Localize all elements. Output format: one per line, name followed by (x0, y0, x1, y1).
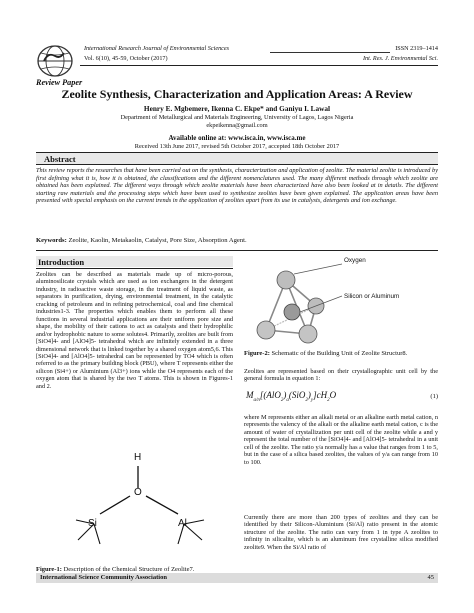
figure1-caption (36, 566, 233, 573)
keywords-line (36, 237, 247, 244)
abstract-text: This review reports the researches that have been carried out on the synthesis, characterization and application of zeolite. The material zeolite is introduced by first defining what it is, how it is obtained, the classifications and the different nomenclatures used. The many different methods through which zeolite are obtained has been explained. The different ways through which zeolite materials have been characterized have also been looked at in details. The different starting raw materials and the processing steps which have been used to synthesize zeolites have been given explained. The application areas have been presented with special emphasis on the current trends in the application of zeolites apart from its use in catalysts, detergents and ion exchange. (36, 167, 438, 205)
section-label: Review Paper (36, 78, 83, 87)
journal-logo (36, 44, 74, 78)
atom-si: Si (88, 518, 97, 529)
abstract-heading-rule (36, 164, 438, 165)
abstract-bottom-rule (36, 250, 438, 251)
figure2-caption-label: Figure-2: (244, 350, 270, 357)
figure1-caption-label: Figure-1: (36, 566, 62, 573)
footer-org: International Science Community Association (40, 574, 167, 581)
figure2-caption (244, 350, 438, 357)
figure2-caption-text: Schematic of the Building Unit of Zeolite Structur8. (271, 350, 408, 357)
issn: ISSN 2319–1414 (395, 45, 438, 52)
journal-abbrev: Int. Res. J. Environmental Sci. (362, 55, 438, 62)
figure2-diagram (246, 262, 446, 344)
figure1-caption-text: Description of the Chemical Structure of Zeolite7. (63, 566, 195, 573)
received-dates: Received 13th June 2017, revised 5th October 2017, accepted 18th October 2017 (134, 143, 340, 150)
keywords: Zeolite, Kaolin, Metakaolin, Catalyst, Pore Size, Absorption Agent. (68, 237, 247, 244)
abstract-heading-bar (36, 153, 438, 164)
email: ekpeikenna@gmail.com (206, 122, 268, 129)
intro-paragraph: Zeolites can be described as materials made up of micro-porous, aluminosilicate crystals which are used as ion exchangers in the detergent industry, in radioactive waste storage, in the treatment of liquid waste, as separators in purification, drying, environmental treatment, in the catalytic cracking of petroleum and in refining petrochemical, coal and fine chemical industries1-3. The properties which enables them to perform all these functions in several industrial applications are their uniform pore size and shape, the mobility of their cations to act as catalysts and their hydrophilic and/or hydrophobic nature to some solutes4. Primarily, zeolites are built from [SiO4]4- and [AlO4]5- tetrahedral which are infinitely extended in a three dimensional network that is linked together by a shared oxygen atom5,6. This [SiO4]4- and [AlO4]5- tetrahedral can be represented by TO4 which is often referred to as the primary building block (PBU), where T represents either the silicon (Si4+) or Aluminium (Al3+) ions while the O4 represents each of the oxygen atom that is shared by the two T atoms. This is shown in Figures-1 and 2. (36, 271, 233, 390)
volume-line: Vol. 6(10), 45-59, October (2017) (84, 55, 168, 62)
affiliation: Department of Metallurgical and Materials Engineering, University of Lagos, Lagos Nigeria (120, 114, 354, 121)
figure1-diagram (70, 452, 210, 550)
header-underline (270, 52, 390, 53)
intro-heading-rule (36, 268, 233, 269)
formula-explanation: where M represents either an alkali metal or an alkaline earth metal cation, n represents the valency of the alkali or the alkaline earth metal cation, c is the amount of water of crystallization per unit cell of the zeolite while a and y represent the total number of the [SiO4]4- and [AlO4]5- tetrahedral in a unit cell of the zeolite. The ratio y/a normally has a value that ranges from 1 to 5, but in the case of a silica based zeolites, the values of y/a can range from 10 to 100. (244, 414, 438, 466)
zeolite-formula: $M_{a/n}[(AlO_2)_a(SiO_2)_y]cH_2O$ (246, 390, 337, 403)
intro-heading: Introduction (38, 257, 85, 267)
journal-name: International Research Journal of Environmental Sciences (84, 45, 230, 52)
page-number: 45 (427, 574, 434, 581)
figure2-label-oxygen: Oxygen (344, 257, 366, 264)
available-online: Available online at: www.isca.in, www.isca.me (168, 134, 306, 142)
keywords-label: Keywords: (36, 237, 67, 244)
equation-number: (1) (430, 393, 438, 400)
authors: Henry E. Mgbemere, Ikenna C. Ekpe* and Ganiyu I. Lawal (143, 104, 331, 113)
header-rule (80, 65, 438, 66)
formula-intro: Zeolites are represented based on their crystallographic unit cell by the general formula in equation 1: (244, 368, 438, 383)
paper-title: Zeolite Synthesis, Characterization and Application Areas: A Review (61, 87, 413, 101)
zeolite-types-paragraph: Currently there are more than 200 types of zeolites and they can be identified by their Silicon-Aluminium (Si/Al) ratio present in the atomic structure of the zeolite. The ratio can vary from 1 in type A zeolites to infinity in silicalite, which is an aluminum free crystalline silica modified zeolite9. When the Si/Al ratio of (244, 514, 438, 551)
atom-al: Al (178, 518, 187, 529)
abstract-heading: Abstract (44, 154, 76, 164)
atom-h: H (134, 452, 142, 463)
atom-o: O (134, 487, 142, 498)
figure2-label-silicon: Silicon or Aluminum (344, 293, 400, 300)
